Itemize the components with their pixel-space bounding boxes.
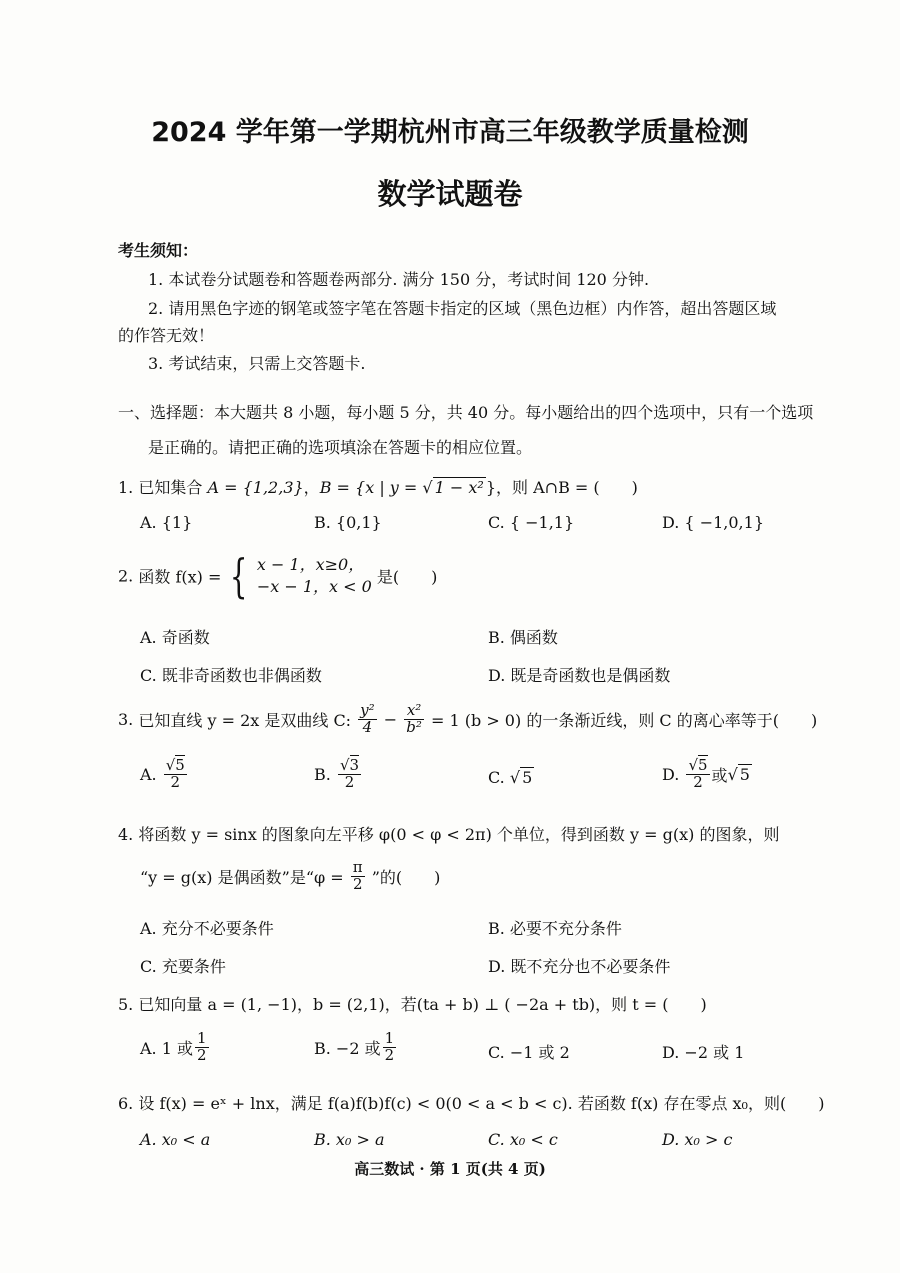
q5-text: 已知向量 a = (1, −1)，b = (2,1)，若(ta + b) ⊥ ( −2a + tb)，则 t = ( ): [138, 995, 707, 1014]
radicand: 5: [698, 756, 708, 774]
radicand: 1 − x²: [434, 478, 484, 497]
q3-option-c: [488, 768, 534, 787]
q4-option-b: B. 必要不充分条件: [488, 919, 622, 938]
numerator: 1: [197, 1029, 207, 1047]
q1-set-b: B = {x | y =: [319, 478, 418, 497]
numerator: √5: [688, 756, 708, 774]
fraction: [195, 1031, 209, 1064]
q5-option-c: C. −1 或 2: [488, 1043, 570, 1062]
numerator: √5: [165, 756, 185, 774]
exam-subtitle: 数学试题卷: [377, 177, 523, 211]
q4-line-2-post: ”的( ): [371, 867, 441, 887]
option-label: A.: [140, 764, 157, 784]
q6-option-d: D. x₀ > c: [662, 1130, 733, 1149]
question-2: [118, 549, 438, 603]
denominator: 2: [693, 772, 703, 791]
q5-option-d: D. −2 或 1: [662, 1043, 745, 1062]
case-1: x − 1，x≥0，: [256, 555, 365, 574]
piecewise-cases: [257, 554, 372, 598]
left-brace: {: [230, 549, 248, 603]
denominator: 2: [384, 1045, 395, 1064]
q1-set-a: A = {1,2,3}: [207, 478, 304, 497]
question-1: [118, 475, 638, 498]
q3-option-d: [662, 758, 752, 791]
option-label: B.: [314, 764, 331, 784]
q1-option-b: B. {0,1}: [314, 513, 382, 532]
notice-heading: 考生须知：: [118, 241, 199, 260]
q5-option-b: [314, 1031, 398, 1064]
numerator: 1: [384, 1029, 395, 1047]
fraction: [351, 860, 365, 893]
q4-option-d: D. 既不充分也不必要条件: [488, 957, 671, 976]
notice-item-2: 2. 请用黑色字迹的钢笔或签字笔在答题卡指定的区域（黑色边框）内作答，超出答题区域: [148, 299, 777, 318]
q3-option-a: [140, 758, 189, 791]
exam-title: 2024 学年第一学期杭州市高三年级教学质量检测: [151, 117, 749, 148]
question-3: [118, 703, 817, 736]
denominator: 2: [344, 772, 355, 791]
question-4: [118, 822, 779, 845]
fraction: [686, 758, 709, 791]
q3-option-b: [314, 758, 363, 791]
numerator: y²: [360, 701, 375, 719]
q1-pre: 已知集合: [138, 478, 203, 497]
q1-option-a: A. {1}: [140, 513, 193, 532]
fraction: [383, 1031, 397, 1064]
q5-option-a: [140, 1031, 211, 1064]
notice-item-3: 3. 考试结束，只需上交答题卡.: [148, 354, 366, 373]
fraction: [404, 703, 424, 736]
option-label: D.: [662, 764, 680, 784]
minus-sign: −: [383, 709, 398, 729]
q3-pre: 已知直线 y = 2x 是双曲线 C:: [138, 710, 352, 730]
option-label: C.: [488, 768, 505, 787]
radicand: 5: [739, 764, 750, 784]
question-number: 4.: [118, 825, 134, 844]
q2-option-d: D. 既是奇函数也是偶函数: [488, 666, 671, 685]
option-label: A. 1 或: [140, 1038, 193, 1058]
fraction: [338, 758, 361, 791]
q1-set-b-close: }: [485, 478, 497, 497]
q4-line-2-pre: “y = g(x) 是偶函数”是“φ =: [140, 867, 344, 887]
question-number: 5.: [118, 995, 134, 1014]
q6-text: 设 f(x) = eˣ + lnx，满足 f(a)f(b)f(c) < 0(0 < a < b < c). 若函数 f(x) 存在零点 x₀，则( ): [138, 1094, 825, 1113]
sqrt-expression: √ 1 − x²: [422, 478, 484, 497]
question-number: 2.: [118, 566, 134, 586]
numerator: √3: [339, 756, 360, 774]
question-number: 3.: [118, 709, 134, 729]
sqrt-expression: √ 5: [509, 768, 533, 787]
denominator: 2: [197, 1045, 207, 1064]
notice-item-1: 1. 本试卷分试题卷和答题卷两部分. 满分 150 分，考试时间 120 分钟.: [148, 270, 650, 289]
q4-option-c: C. 充要条件: [140, 957, 226, 976]
q2-option-b: B. 偶函数: [488, 628, 558, 647]
q2-pre: 函数 f(x) =: [138, 567, 222, 587]
section-heading: 一、选择题：本大题共 8 小题，每小题 5 分，共 40 分。每小题给出的四个选项中，只有一个选项: [118, 403, 814, 422]
denominator: b²: [406, 717, 422, 736]
question-4-cont: [140, 860, 440, 893]
q2-option-c: C. 既非奇函数也非偶函数: [140, 666, 322, 685]
q3-post: = 1 (b > 0) 的一条渐近线，则 C 的离心率等于( ): [430, 710, 818, 730]
q1-option-d: D. { −1,0,1}: [662, 513, 764, 532]
numerator: x²: [404, 703, 424, 720]
question-6: [118, 1091, 824, 1114]
denominator: 2: [170, 772, 181, 791]
question-5: [118, 992, 707, 1015]
case-2: −x − 1，x < 0: [256, 577, 372, 596]
option-label: B. −2 或: [314, 1038, 381, 1058]
notice-item-2-cont: 的作答无效！: [118, 326, 215, 345]
q2-option-a: A. 奇函数: [140, 628, 210, 647]
question-number: 1.: [118, 478, 134, 497]
denominator: 2: [352, 874, 363, 893]
q6-option-b: B. x₀ > a: [314, 1130, 385, 1149]
radicand: 5: [175, 756, 185, 774]
q1-option-c: C. { −1,1}: [488, 513, 575, 532]
numerator: π: [352, 858, 363, 876]
q1-post: ，则 A∩B = ( ): [496, 478, 638, 497]
q2-post: 是( ): [376, 567, 438, 587]
q4-line-1: 将函数 y = sinx 的图象向左平移 φ(0 < φ < 2π) 个单位，得到函数 y = g(x) 的图象，则: [138, 825, 780, 844]
q1-comma: ，: [303, 478, 320, 497]
sqrt-expression: √ 5: [727, 764, 750, 784]
fraction: [358, 703, 377, 736]
page-footer: 高三数试 · 第 1 页(共 4 页): [354, 1160, 546, 1178]
denominator: 4: [362, 717, 373, 736]
q6-option-c: C. x₀ < c: [488, 1130, 558, 1149]
q6-option-a: A. x₀ < a: [140, 1130, 211, 1149]
radicand: 5: [522, 768, 533, 787]
question-number: 6.: [118, 1094, 134, 1113]
q4-option-a: A. 充分不必要条件: [140, 919, 274, 938]
radicand: 3: [349, 756, 360, 774]
section-heading-cont: 是正确的。请把正确的选项填涂在答题卡的相应位置。: [148, 438, 533, 457]
or-word: 或: [711, 765, 728, 785]
fraction: [164, 758, 187, 791]
